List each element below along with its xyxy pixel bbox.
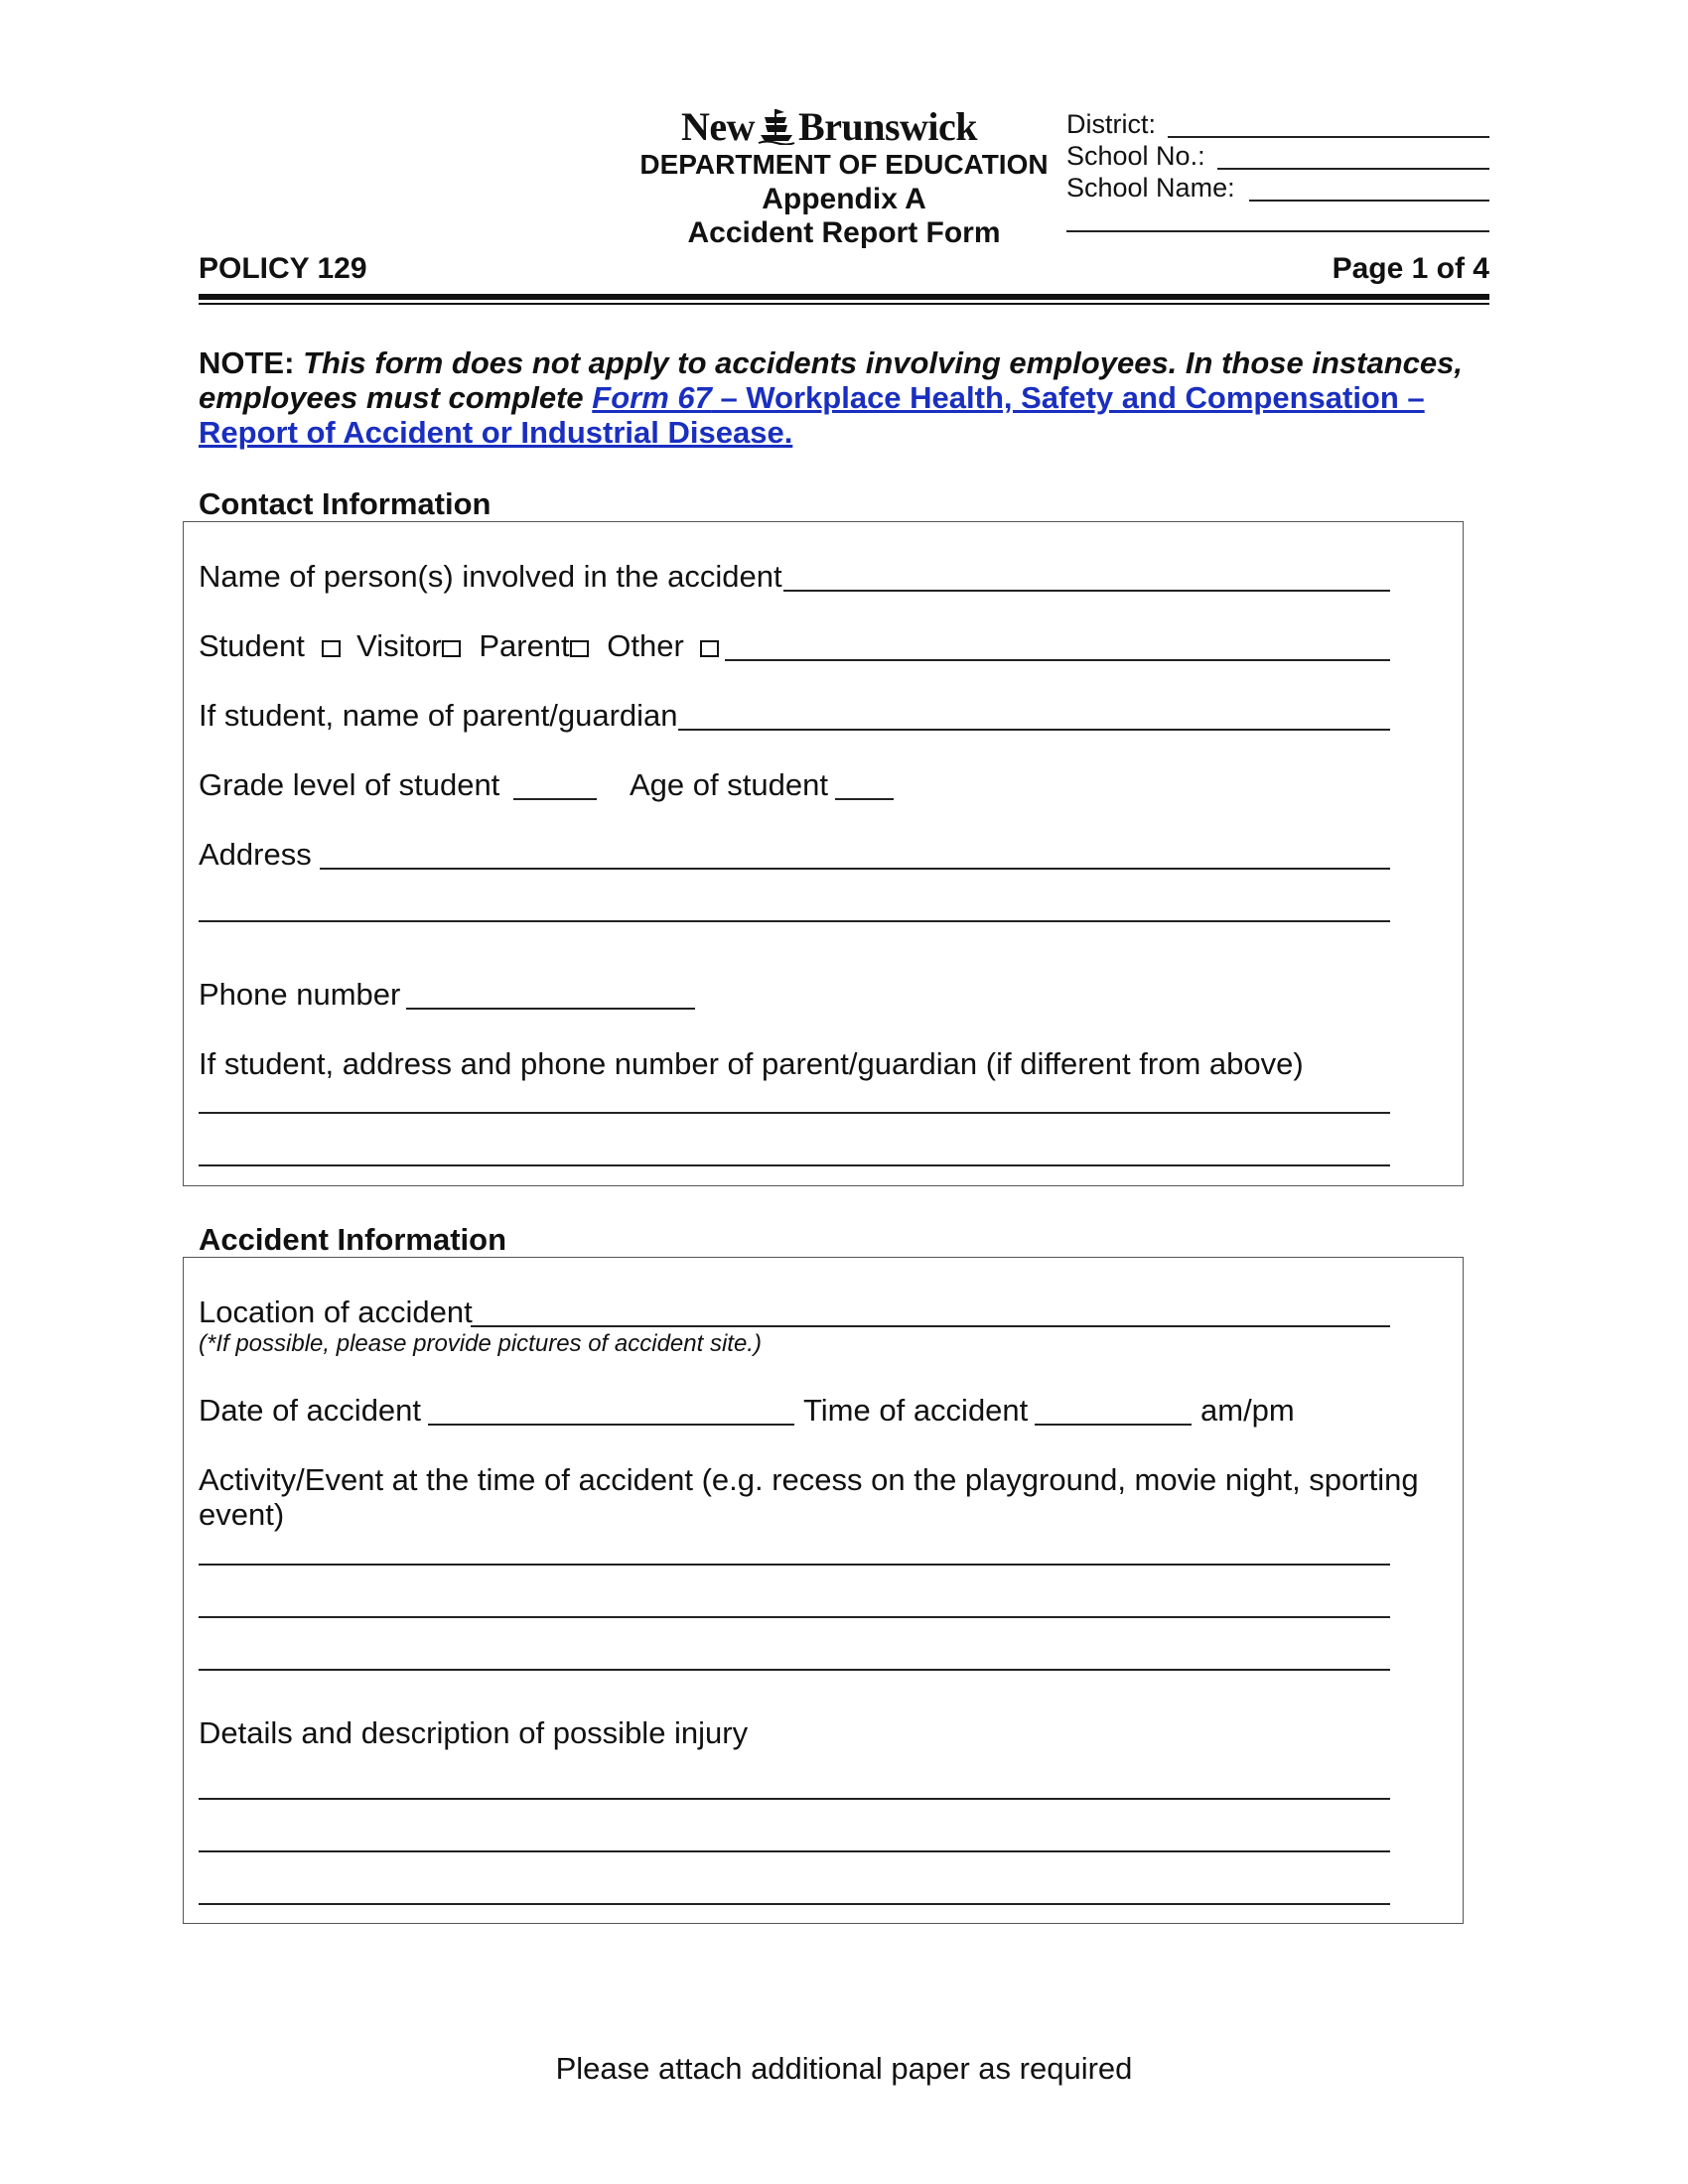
- visitor-label: Visitor: [356, 628, 442, 663]
- logo-text-new: New: [681, 104, 756, 149]
- phone-field[interactable]: [406, 1008, 695, 1010]
- policy-number: POLICY 129: [199, 252, 367, 285]
- form-67-link-rest: – Workplace Health, Safety and Compensation – Report of Accident or Industrial Disease.: [199, 380, 1425, 450]
- student-label: Student: [199, 628, 305, 663]
- student-checkbox[interactable]: [322, 640, 341, 657]
- footer-note: Please attach additional paper as required: [555, 2051, 1133, 2086]
- name-label: Name of person(s) involved in the accident: [199, 559, 782, 594]
- activity-label: Activity/Event at the time of accident (e.g. recess on the playground, movie night, sporting event): [199, 1462, 1419, 1532]
- location-field[interactable]: [471, 1325, 1390, 1327]
- ship-icon: [757, 107, 796, 155]
- school-name-field[interactable]: [1249, 200, 1489, 202]
- location-note: (*If possible, please provide pictures of accident site.): [199, 1330, 762, 1357]
- activity-field-1[interactable]: [199, 1564, 1390, 1566]
- address-field-2[interactable]: [199, 920, 1390, 922]
- note-paragraph: [199, 345, 1499, 450]
- district-label: District:: [1066, 109, 1156, 139]
- guardian-field[interactable]: [678, 729, 1390, 731]
- grade-label: Grade level of student: [199, 767, 500, 802]
- time-field[interactable]: [1035, 1424, 1192, 1426]
- guardian-label: If student, name of parent/guardian: [199, 698, 678, 733]
- school-name-label: School Name:: [1066, 173, 1235, 203]
- parent-label: Parent: [479, 628, 570, 663]
- parent-checkbox[interactable]: [570, 640, 589, 657]
- department-title: DEPARTMENT OF EDUCATION: [639, 149, 1049, 180]
- note-prefix: NOTE:: [199, 345, 295, 380]
- other-label: Other: [607, 628, 684, 663]
- district-field[interactable]: [1168, 136, 1489, 138]
- form-67-link-label: Form 67: [592, 380, 712, 415]
- other-checkbox[interactable]: [700, 640, 719, 657]
- injury-label: Details and description of possible injury: [199, 1715, 749, 1750]
- accident-section-title: Accident Information: [199, 1222, 507, 1257]
- address-field[interactable]: [320, 868, 1390, 870]
- location-label: Location of accident: [199, 1295, 473, 1329]
- contact-info-box: [183, 521, 1464, 1186]
- injury-field-1[interactable]: [199, 1798, 1390, 1800]
- time-label: Time of accident: [803, 1393, 1029, 1428]
- new-brunswick-logo: [681, 103, 977, 155]
- appendix-title: Appendix A: [762, 183, 926, 215]
- address-label: Address: [199, 837, 312, 872]
- visitor-checkbox[interactable]: [442, 640, 461, 657]
- guardian-contact-field-1[interactable]: [199, 1112, 1390, 1114]
- injury-field-3[interactable]: [199, 1903, 1390, 1905]
- person-type-row: [199, 628, 719, 664]
- date-field[interactable]: [428, 1424, 794, 1426]
- grade-field[interactable]: [513, 798, 597, 800]
- other-field[interactable]: [725, 659, 1390, 661]
- activity-field-2[interactable]: [199, 1616, 1390, 1618]
- form-title: Accident Report Form: [687, 216, 1001, 249]
- phone-label: Phone number: [199, 977, 401, 1012]
- name-field[interactable]: [783, 590, 1390, 592]
- note-text: This form does not apply to accidents involving employees. In those instances, employees must complete: [199, 345, 1463, 415]
- school-name-field-2[interactable]: [1066, 230, 1489, 232]
- guardian-contact-label: If student, address and phone number of parent/guardian (if different from above): [199, 1046, 1304, 1081]
- school-no-label: School No.:: [1066, 141, 1205, 171]
- injury-field-2[interactable]: [199, 1850, 1390, 1852]
- school-no-field[interactable]: [1217, 168, 1489, 170]
- contact-section-title: Contact Information: [199, 486, 492, 521]
- header-divider-thin: [199, 303, 1489, 305]
- logo-text-brunswick: Brunswick: [798, 104, 978, 149]
- header-divider: [199, 294, 1489, 300]
- ampm-label: am/pm: [1200, 1393, 1295, 1428]
- date-label: Date of accident: [199, 1393, 422, 1428]
- age-field[interactable]: [835, 798, 894, 800]
- guardian-contact-field-2[interactable]: [199, 1164, 1390, 1166]
- activity-field-3[interactable]: [199, 1669, 1390, 1671]
- page-indicator: Page 1 of 4: [1332, 252, 1489, 285]
- age-label: Age of student: [630, 767, 828, 802]
